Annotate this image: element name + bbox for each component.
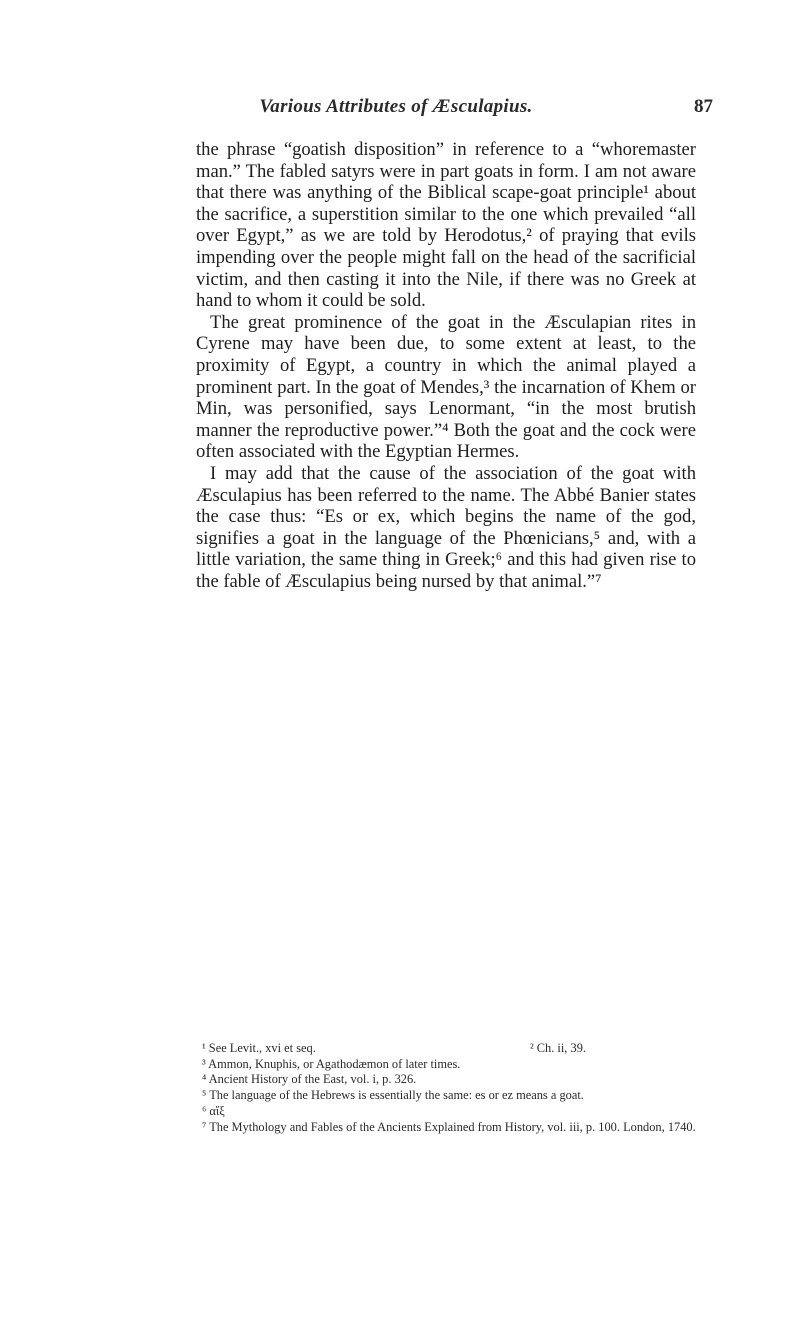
page-number: 87 (694, 96, 713, 117)
footnote-5: ⁵ The language of the Hebrews is essentially the same: es or ez means a goat. (202, 1088, 584, 1103)
body-text (196, 139, 696, 592)
footnote-1: ¹ See Levit., xvi et seq. (202, 1041, 316, 1055)
footnote-4: ⁴ Ancient History of the East, vol. i, p. 326. (202, 1072, 417, 1087)
footnote-3: ³ Ammon, Knuphis, or Agathodæmon of later times. (202, 1056, 461, 1071)
running-head-title: Various Attributes of Æsculapius. (259, 96, 533, 117)
paragraph-3: I may add that the cause of the association of the goat with Æsculapius has been referred to the name. The Abbé Banier states the case thus: “Es or ex, which begins the name of the god, signifies a goat in the language of the Phœnicians,⁵ and, with a little variation, the same thing in Greek;⁶ and this had given rise to the fable of Æsculapius being nursed by that animal.”⁷ (196, 462, 696, 592)
footnote-row-1 (196, 1041, 696, 1057)
footnotes (196, 1041, 696, 1135)
paragraph-2: The great prominence of the goat in the Æsculapian rites in Cyrene may have been due, to some extent at least, to the proximity of Egypt, a country in which the animal played a prominent part. In the goat of Mendes,³ the incarnation of Khem or Min, was personified, says Lenormant, “in the most brutish manner the reproductive power.”⁴ Both the goat and the cock were often associated with the Egyptian Hermes. (196, 311, 696, 463)
paragraph-1: the phrase “goatish disposition” in reference to a “whoremaster man.” The fabled satyrs were in part goats in form. I am not aware that there was anything of the Biblical scape-goat principle¹ about the sacrifice, a superstition similar to the one which prevailed “all over Egypt,” as we are told by Herodotus,² of praying that evils impending over the people might fall on the head of the sacrificial victim, and then casting it into the Nile, if there was no Greek at hand to whom it could be sold. (196, 139, 696, 312)
footnote-2: ² Ch. ii, 39. (529, 1041, 586, 1055)
footnote-6: ⁶ αἴξ (202, 1103, 225, 1118)
footnote-7: ⁷ The Mythology and Fables of the Ancients Explained from History, vol. iii, p. 100. London, 1740. (202, 1119, 696, 1134)
